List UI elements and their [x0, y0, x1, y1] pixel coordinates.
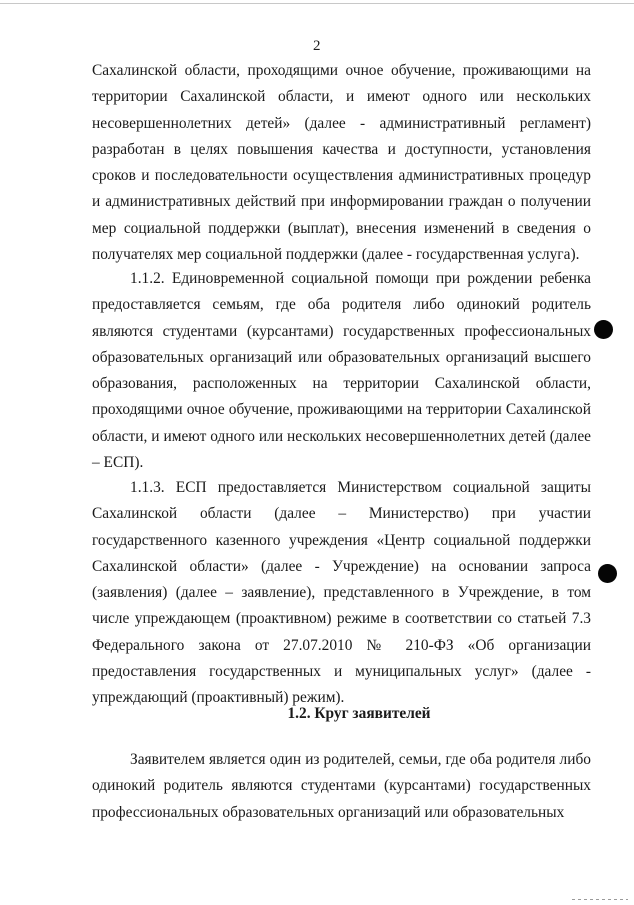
paragraph-text: 1.1.2. Единовременной социальной помощи при рождении ребенка предоставляется семьям, где оба родителя либо одинокий родитель являются студентами (курсантами) государственных профессиональных образовательных организаций или образовательных организаций высшего образования, расположенных на территории Сахалинской области, проходящими очное обучение, проживающими на территории Сахалинской области, и имеют одного или нескольких несовершеннолетних детей (далее – ЕСП). — [92, 270, 591, 472]
punch-hole-mark — [594, 320, 613, 339]
paragraph-applicants — [92, 747, 591, 826]
page-number: 2 — [313, 38, 321, 54]
page-top-edge-line — [0, 3, 634, 4]
paragraph-1-1-3 — [92, 475, 591, 712]
paragraph-text: Сахалинской области, проходящими очное обучение, проживающими на территории Сахалинской области, и имеют одного или нескольких несовершеннолетних детей» (далее - административный регламент) разработан в целях повышения качества и доступности, установления сроков и последовательности осуществления административных процедур и административных действий при информировании граждан о получении мер социальной поддержки (выплат), внесения изменений в сведения о получателях мер социальной поддержки (далее - государственная услуга). — [92, 62, 591, 264]
paragraph-regulation-continuation — [92, 58, 591, 268]
paragraph-1-1-2 — [92, 266, 591, 476]
punch-hole-mark — [598, 564, 617, 583]
scan-artifact-line — [572, 899, 628, 900]
section-heading-applicants: 1.2. Круг заявителей — [287, 705, 431, 722]
paragraph-text: 1.1.3. ЕСП предоставляется Министерством социальной защиты Сахалинской области (далее – Министерство) при участии государственного казенного учреждения «Центр социальной поддержки Сахалинской области» (далее - Учреждение) на основании запроса (заявления) (далее – заявление), представленного в Учреждение, в том числе упреждающем (проактивном) режиме в соответствии со статьей 7.3 Федерального закона от 27.07.2010 № 210-ФЗ «Об организации предоставления государственных и муниципальных услуг» (далее - упреждающий (проактивный) режим). — [92, 479, 591, 707]
paragraph-text: Заявителем является один из родителей, семьи, где оба родителя либо одинокий родитель являются студентами (курсантами) государственных профессиональных образовательных организаций или образовательных — [92, 751, 591, 821]
